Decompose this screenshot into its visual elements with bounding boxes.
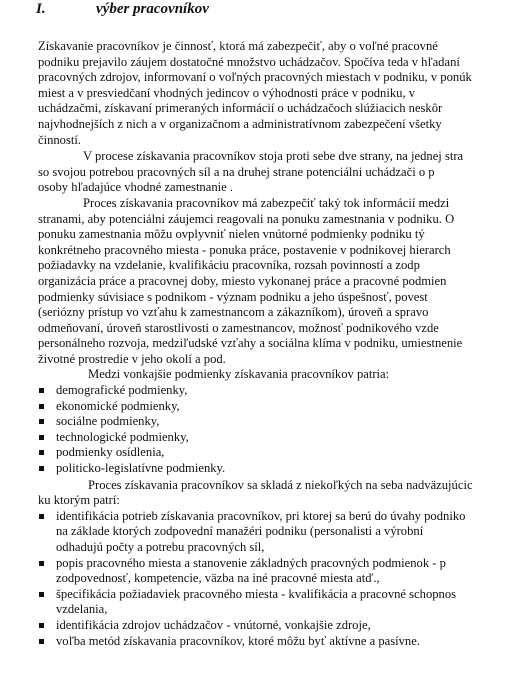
list-item: špecifikácia požiadaviek pracovného miesta - kvalifikácia a pracovné schopnos vzdelania, bbox=[38, 587, 512, 618]
text-line: (seriózny prístup vo vzťahu k zamestnancom a zákazníkom), úroveň a spravo bbox=[38, 305, 429, 320]
text-line: miest a v presviedčaní vhodných jedincov o výhodnosti práce v podniku, v bbox=[38, 85, 416, 100]
text-line: Získavanie pracovníkov je činnosť, ktorá má zabezpečiť, aby o voľné pracovné bbox=[38, 39, 438, 53]
text-line: pracovných zdrojov, informovaní o voľných pracovných miestach v podniku, v ponúk bbox=[38, 70, 472, 85]
text-line: podniku prejavilo záujem dostatočné množstvo uchádzačov. Spočíva teda v hľadaní bbox=[38, 54, 460, 69]
document-body bbox=[38, 39, 512, 649]
bullet-icon bbox=[39, 450, 44, 455]
text-line: požiadavky na vzdelanie, kvalifikáciu pracovníka, rozsah povinností a zodp bbox=[38, 258, 420, 273]
text-line: so svojou potrebou pracovných síl a na druhej strane potenciálni uchádzači o p bbox=[38, 164, 435, 179]
paragraph-1 bbox=[38, 39, 512, 148]
external-conditions-list bbox=[38, 383, 512, 477]
list-item: voľba metód získavania pracovníkov, ktoré môžu byť aktívne a pasívne. bbox=[38, 634, 512, 650]
bullet-icon bbox=[39, 639, 44, 644]
text-line: konkrétneho pracovného miesta - ponuka práce, postavenie v podnikovej hierarch bbox=[38, 242, 451, 257]
text-line: podmienky súvisiace s podnikom - význam podniku a jeho úspešnosť, povest bbox=[38, 289, 428, 304]
list-item: ekonomické podmienky, bbox=[38, 399, 512, 415]
text-line: personálneho rozvoja, medziľudské vzťahy a sociálna klíma v podniku, umiestnenie bbox=[38, 336, 463, 351]
process-intro bbox=[38, 478, 512, 509]
section-title: výber pracovníkov bbox=[96, 1, 209, 17]
bullet-icon bbox=[39, 514, 44, 519]
list-item: identifikácia zdrojov uchádzačov - vnútorné, vonkajšie zdroje, bbox=[38, 618, 512, 634]
bullet-icon bbox=[39, 435, 44, 440]
external-conditions-intro: Medzi vonkajšie podmienky získavania pracovníkov patria: bbox=[88, 367, 390, 382]
text-line: organizácia práce a pracovnej doby, miesto vykonanej práce a pracovné podmien bbox=[38, 273, 447, 288]
text-line: činností. bbox=[38, 132, 82, 147]
text-line: Proces získavania pracovníkov sa skladá z niekoľkých na seba nadväzujúcic bbox=[88, 477, 473, 492]
list-item: sociálne podmienky, bbox=[38, 414, 512, 430]
text-line: odmeňovaní, úroveň starostlivosti o zamestnancov, možnosť podnikového vzde bbox=[38, 320, 439, 335]
text-line: životné prostredie v jeho okolí a pod. bbox=[38, 351, 226, 366]
bullet-icon bbox=[39, 404, 44, 409]
list-item: politicko-legislatívne podmienky. bbox=[38, 461, 512, 477]
bullet-icon bbox=[39, 623, 44, 628]
process-steps-list bbox=[38, 509, 512, 649]
list-item: technologické podmienky, bbox=[38, 430, 512, 446]
list-item: popis pracovného miesta a stanovenie základných pracovných podmienok - p zodpovednosť, kompetencie, väzba na iné pracovné miesta atď., bbox=[38, 556, 512, 587]
section-number: I. bbox=[36, 1, 46, 17]
text-line: osoby hľadajúce vhodné zamestnanie . bbox=[38, 180, 234, 195]
text-line: Proces získavania pracovníkov má zabezpečiť taký tok informácií medzi bbox=[83, 195, 450, 210]
text-line: V procese získavania pracovníkov stoja proti sebe dve strany, na jednej stra bbox=[83, 149, 464, 164]
bullet-icon bbox=[39, 388, 44, 393]
list-item: identifikácia potrieb získavania pracovníkov, pri ktorej sa berú do úvahy podniko na základe ktorých zodpovední manažéri podniku (personalisti a výrobní odhadujú počty a potrebu pracovných síl, bbox=[38, 509, 512, 556]
text-line: ponuku zamestnania môžu ovplyvniť nielen vnútorné podmienky podniku tý bbox=[38, 227, 425, 242]
paragraph-2 bbox=[38, 149, 512, 196]
bullet-icon bbox=[39, 419, 44, 424]
bullet-icon bbox=[39, 592, 44, 597]
text-line: stranami, aby potenciálni záujemci reagovali na ponuku zamestnania v podniku. O bbox=[38, 211, 455, 226]
paragraph-3 bbox=[38, 196, 512, 368]
text-line: ku ktorým patrí: bbox=[38, 493, 120, 508]
list-item: demografické podmienky, bbox=[38, 383, 512, 399]
section-heading bbox=[36, 1, 209, 18]
text-line: najvhodnejších z nich a v organizačnom a administratívnom zabezpečení všetky bbox=[38, 116, 442, 131]
bullet-icon bbox=[39, 561, 44, 566]
bullet-icon bbox=[39, 466, 44, 471]
text-line: uchádzačmi, získavaní primeraných informácií o uchádzačoch slúžiacich neskôr bbox=[38, 101, 443, 116]
list-item: podmienky osídlenia, bbox=[38, 445, 512, 461]
